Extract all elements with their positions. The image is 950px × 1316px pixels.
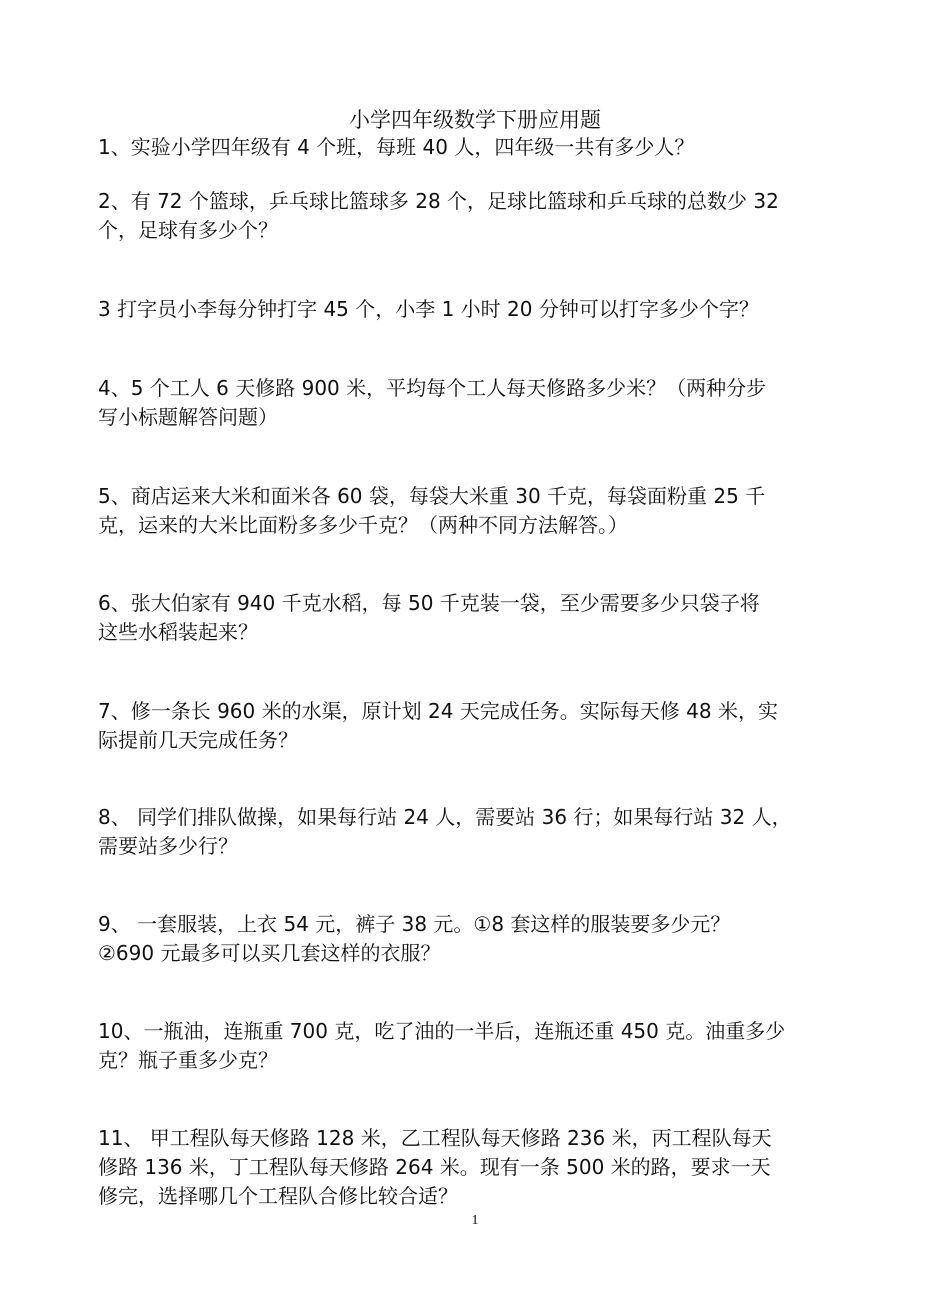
question-7-line-1: 7、修一条长 960 米的水渠，原计划 24 天完成任务。实际每天修 48 米，实 — [98, 699, 778, 723]
question-6 — [98, 589, 858, 647]
question-11-line-1: 11、 甲工程队每天修路 128 米，乙工程队每天修路 236 米，丙工程队每天 — [98, 1126, 772, 1150]
question-3-line-1: 3 打字员小李每分钟打字 45 个，小李 1 小时 20 分钟可以打字多少个字？ — [98, 297, 759, 321]
question-1 — [98, 133, 858, 162]
question-2-line-1: 2、有 72 个篮球，乒乓球比篮球多 28 个，足球比篮球和乒乓球的总数少 32 — [98, 189, 779, 213]
question-10-line-2: 克？瓶子重多少克？ — [98, 1048, 278, 1072]
question-1-line-1: 1、实验小学四年级有 4 个班，每班 40 人，四年级一共有多少人？ — [98, 135, 695, 159]
question-4-line-2: 写小标题解答问题） — [98, 405, 278, 429]
question-3 — [98, 295, 858, 324]
page-number: 1 — [471, 1213, 479, 1228]
question-5-line-1: 5、商店运来大米和面米各 60 袋，每袋大米重 30 千克，每袋面粉重 25 千 — [98, 484, 766, 508]
question-9 — [98, 910, 858, 968]
question-7 — [98, 697, 858, 755]
page-title: 小学四年级数学下册应用题 — [349, 108, 601, 132]
question-4-line-1: 4、5 个工人 6 天修路 900 米，平均每个工人每天修路多少米？（两种分步 — [98, 376, 767, 400]
question-8-line-1: 8、 同学们排队做操，如果每行站 24 人，需要站 36 行；如果每行站 32 人， — [98, 805, 792, 829]
question-5 — [98, 482, 858, 540]
question-7-line-2: 际提前几天完成任务？ — [98, 728, 298, 752]
question-9-line-1: 9、 一套服装，上衣 54 元，裤子 38 元。①8 套这样的服装要多少元？ — [98, 912, 731, 936]
question-6-line-1: 6、张大伯家有 940 千克水稻，每 50 千克装一袋，至少需要多少只袋子将 — [98, 591, 760, 615]
question-10-line-1: 10、一瓶油，连瓶重 700 克，吃了油的一半后，连瓶还重 450 克。油重多少 — [98, 1019, 786, 1043]
question-10 — [98, 1017, 858, 1075]
question-8-line-2: 需要站多少行？ — [98, 834, 238, 858]
question-11 — [98, 1124, 858, 1211]
question-9-line-2: ②690 元最多可以买几套这样的衣服？ — [98, 941, 441, 965]
question-5-line-2: 克，运来的大米比面粉多多少千克？（两种不同方法解答。） — [98, 513, 628, 537]
question-11-line-3: 修完，选择哪几个工程队合修比较合适？ — [98, 1184, 458, 1208]
question-11-line-2: 修路 136 米，丁工程队每天修路 264 米。现有一条 500 米的路，要求一天 — [98, 1155, 771, 1179]
question-6-line-2: 这些水稻装起来？ — [98, 620, 258, 644]
question-8 — [98, 803, 858, 861]
question-4 — [98, 374, 858, 432]
question-2-line-2: 个，足球有多少个？ — [98, 218, 278, 242]
question-2 — [98, 187, 858, 245]
